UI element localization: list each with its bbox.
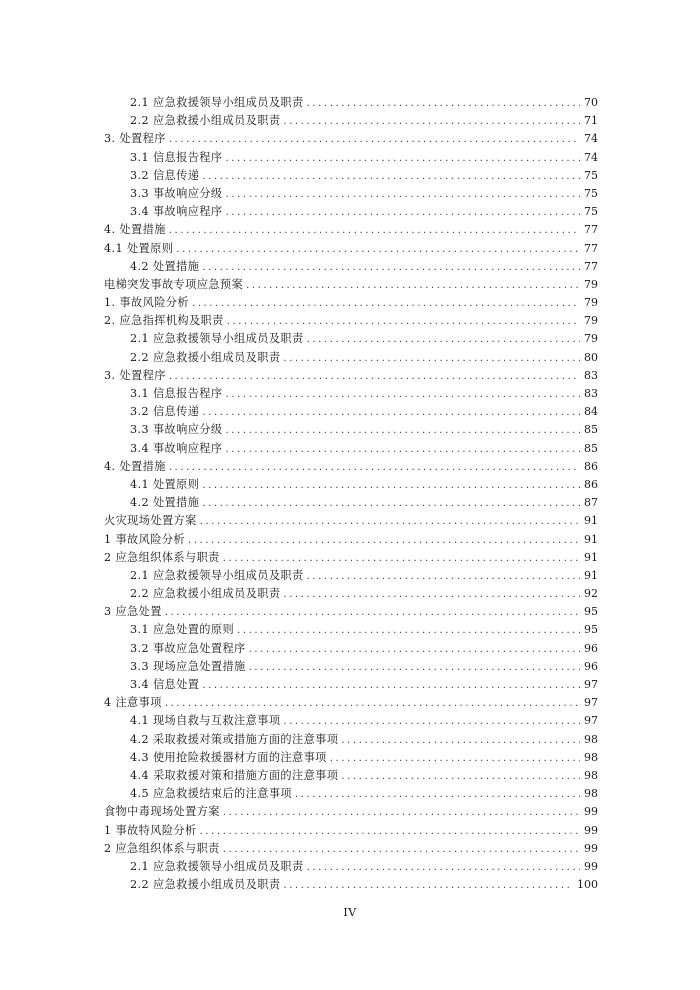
toc-entry-title: 3.4 事故响应程序: [130, 441, 223, 455]
toc-dot-leader: [169, 222, 580, 240]
toc-entry[interactable]: [104, 258, 598, 276]
toc-dot-leader: [223, 804, 580, 822]
toc-entry-title: 2.1 应急救援领导小组成员及职责: [130, 332, 304, 346]
toc-entry-title: 2.1 应急救援领导小组成员及职责: [130, 568, 304, 582]
toc-entry-page-number: 97: [584, 678, 598, 691]
toc-entry-title: 3 应急处置: [104, 605, 162, 619]
toc-entry-page-number: 98: [584, 750, 598, 764]
toc-dot-leader: [202, 404, 580, 422]
toc-entry-title: 3. 处置程序: [104, 132, 166, 146]
toc-entry-page-number: 91: [584, 514, 598, 528]
toc-dot-leader: [283, 877, 573, 895]
toc-entry-title: 2.1 应急救援领导小组成员及职责: [130, 859, 304, 873]
toc-entry[interactable]: [104, 767, 598, 785]
toc-entry[interactable]: [104, 294, 598, 312]
toc-entry-title: 3.3 事故响应分级: [130, 423, 223, 437]
toc-dot-leader: [223, 550, 580, 568]
toc-entry-page-number: 98: [584, 787, 598, 801]
toc-entry-title: 4.2 处置措施: [130, 259, 200, 273]
toc-entry-page-number: 99: [584, 841, 598, 855]
toc-entry-title: 1 事故风险分析: [104, 532, 185, 546]
toc-entry[interactable]: [104, 367, 598, 385]
toc-entry[interactable]: [104, 240, 598, 258]
toc-entry-page-number: 75: [584, 205, 598, 219]
toc-dot-leader: [307, 331, 580, 349]
toc-dot-leader: [202, 168, 580, 186]
toc-entry-page-number: 80: [584, 350, 598, 364]
toc-entry[interactable]: [104, 476, 598, 494]
toc-entry-title: 4.4 采取救援对策和措施方面的注意事项: [130, 768, 339, 782]
toc-entry[interactable]: [104, 149, 598, 167]
toc-entry-page-number: 79: [584, 296, 598, 310]
toc-dot-leader: [200, 823, 580, 841]
toc-entry-page-number: 83: [584, 387, 598, 400]
toc-entry[interactable]: [104, 621, 598, 639]
toc-entry[interactable]: [104, 531, 598, 549]
toc-entry[interactable]: [104, 330, 598, 348]
toc-entry-title: 火灾现场处置方案: [104, 514, 197, 528]
toc-entry-page-number: 77: [584, 223, 598, 237]
toc-dot-leader: [188, 532, 580, 550]
toc-dot-leader: [225, 441, 580, 459]
toc-dot-leader: [295, 786, 580, 804]
toc-entry-page-number: 79: [584, 332, 598, 346]
toc-entry-title: 1. 事故风险分析: [104, 296, 189, 310]
toc-entry-title: 3.3 事故响应分级: [130, 186, 223, 200]
toc-entry[interactable]: [104, 349, 598, 367]
toc-dot-leader: [307, 568, 580, 586]
toc-entry[interactable]: [104, 876, 598, 894]
toc-entry[interactable]: [104, 840, 598, 858]
toc-dot-leader: [307, 859, 580, 877]
toc-entry-title: 1 事故特风险分析: [104, 823, 197, 837]
toc-entry[interactable]: [104, 203, 598, 221]
toc-entry[interactable]: [104, 585, 598, 603]
toc-entry-title: 4.5 应急救援结束后的注意事项: [130, 787, 292, 801]
toc-entry[interactable]: [104, 494, 598, 512]
toc-dot-leader: [200, 513, 580, 531]
toc-entry-page-number: 95: [584, 605, 598, 619]
toc-entry[interactable]: [104, 858, 598, 876]
toc-entry-title: 3.3 现场应急处置措施: [130, 659, 246, 673]
toc-dot-leader: [341, 732, 580, 750]
toc-entry-title: 4. 处置措施: [104, 223, 166, 237]
toc-entry-title: 4. 处置措施: [104, 459, 166, 473]
toc-entry-title: 3.2 事故应急处置程序: [130, 641, 246, 655]
toc-entry-page-number: 96: [584, 641, 598, 655]
toc-entry-title: 电梯突发事故专项应急预案: [104, 277, 244, 291]
toc-entry[interactable]: [104, 567, 598, 585]
toc-entry[interactable]: [104, 94, 598, 112]
toc-entry-title: 2.2 应急救援小组成员及职责: [130, 350, 281, 364]
toc-entry-page-number: 77: [584, 241, 598, 255]
toc-entry-page-number: 85: [584, 441, 598, 455]
toc-entry-title: 4.1 处置原则: [104, 241, 174, 255]
toc-entry-page-number: 98: [584, 768, 598, 782]
toc-entry-page-number: 70: [584, 96, 598, 109]
toc-dot-leader: [202, 477, 580, 495]
toc-entry-page-number: 100: [577, 878, 598, 892]
toc-entry-page-number: 97: [584, 696, 598, 710]
toc-entry-page-number: 74: [584, 132, 598, 146]
toc-entry-title: 4.2 采取救援对策或措施方面的注意事项: [130, 732, 339, 746]
toc-entry[interactable]: [104, 130, 598, 148]
toc-dot-leader: [202, 495, 580, 513]
toc-entry-title: 3.2 信息传递: [130, 168, 200, 182]
toc-dot-leader: [283, 713, 580, 731]
toc-dot-leader: [169, 368, 580, 386]
toc-dot-leader: [223, 841, 580, 859]
toc-entry-title: 4.3 使用抢险救援器材方面的注意事项: [130, 750, 327, 764]
toc-dot-leader: [249, 641, 580, 659]
toc-entry[interactable]: [104, 185, 598, 203]
toc-dot-leader: [165, 695, 580, 713]
toc-entry[interactable]: [104, 112, 598, 130]
toc-entry-title: 3.2 信息传递: [130, 405, 200, 419]
toc-entry-page-number: 83: [584, 368, 598, 382]
toc-dot-leader: [225, 186, 580, 204]
toc-entry[interactable]: [104, 694, 598, 712]
toc-entry[interactable]: [104, 458, 598, 476]
toc-dot-leader: [283, 586, 580, 604]
toc-dot-leader: [202, 259, 580, 277]
toc-entry-page-number: 91: [584, 550, 598, 564]
toc-dot-leader: [225, 204, 580, 222]
toc-entry[interactable]: [104, 640, 598, 658]
toc-entry[interactable]: [104, 712, 598, 730]
toc-entry-title: 2. 应急指挥机构及职责: [104, 314, 224, 328]
toc-dot-leader: [225, 422, 580, 440]
toc-entry-title: 2.1 应急救援领导小组成员及职责: [130, 96, 304, 109]
toc-entry[interactable]: [104, 276, 598, 294]
toc-dot-leader: [225, 150, 580, 168]
toc-entry-title: 3.4 信息处置: [130, 678, 200, 691]
toc-entry[interactable]: [104, 822, 598, 840]
toc-entry[interactable]: [104, 658, 598, 676]
toc-dot-leader: [246, 277, 580, 295]
toc-entry-page-number: 75: [584, 168, 598, 182]
toc-entry-page-number: 86: [584, 459, 598, 473]
toc-dot-leader: [283, 113, 580, 131]
toc-entry-title: 3.1 信息报告程序: [130, 150, 223, 164]
toc-entry-title: 3.4 事故响应程序: [130, 205, 223, 219]
toc-dot-leader: [202, 677, 580, 695]
toc-entry-page-number: 91: [584, 532, 598, 546]
toc-entry[interactable]: [104, 785, 598, 803]
toc-entry[interactable]: [104, 803, 598, 821]
toc-entry-page-number: 74: [584, 150, 598, 164]
toc-entry[interactable]: [104, 312, 598, 330]
toc-entry[interactable]: [104, 403, 598, 421]
toc-dot-leader: [165, 604, 580, 622]
toc-entry-page-number: 99: [584, 823, 598, 837]
toc-entry-page-number: 96: [584, 659, 598, 673]
toc-entry-page-number: 91: [584, 568, 598, 582]
toc-dot-leader: [225, 386, 580, 404]
toc-dot-leader: [227, 313, 580, 331]
toc-entry-title: 食物中毒现场处置方案: [104, 805, 220, 819]
toc-dot-leader: [330, 750, 580, 768]
toc-entry-title: 2 应急组织体系与职责: [104, 550, 220, 564]
toc-entry-title: 2.2 应急救援小组成员及职责: [130, 114, 281, 128]
toc-dot-leader: [341, 768, 580, 786]
toc-entry-page-number: 85: [584, 423, 598, 437]
page-number: IV: [343, 906, 357, 919]
toc-entry[interactable]: [104, 421, 598, 439]
toc-entry-page-number: 97: [584, 714, 598, 728]
toc-entry[interactable]: [104, 385, 598, 403]
toc-entry-page-number: 98: [584, 732, 598, 746]
toc-entry-page-number: 84: [584, 405, 598, 419]
toc-entry[interactable]: [104, 440, 598, 458]
toc-entry-page-number: 95: [584, 623, 598, 637]
toc-entry[interactable]: [104, 731, 598, 749]
toc-dot-leader: [192, 295, 580, 313]
toc-entry[interactable]: [104, 603, 598, 621]
toc-entry-page-number: 79: [584, 277, 598, 291]
toc-dot-leader: [249, 659, 580, 677]
toc-entry[interactable]: [104, 549, 598, 567]
toc-entry-page-number: 71: [584, 114, 598, 128]
table-of-contents: [104, 94, 598, 894]
toc-entry[interactable]: [104, 221, 598, 239]
toc-entry[interactable]: [104, 749, 598, 767]
toc-entry-page-number: 79: [584, 314, 598, 328]
toc-entry-page-number: 75: [584, 186, 598, 200]
toc-entry-title: 3.1 应急处置的原则: [130, 623, 235, 637]
toc-entry-title: 4.2 处置措施: [130, 496, 200, 510]
toc-entry-page-number: 86: [584, 477, 598, 491]
toc-entry-title: 2.2 应急救援小组成员及职责: [130, 587, 281, 601]
toc-entry-page-number: 99: [584, 859, 598, 873]
toc-dot-leader: [169, 459, 580, 477]
toc-entry-title: 4.1 处置原则: [130, 477, 200, 491]
toc-entry-title: 3.1 信息报告程序: [130, 387, 223, 400]
toc-entry-page-number: 87: [584, 496, 598, 510]
toc-entry[interactable]: [104, 167, 598, 185]
toc-entry[interactable]: [104, 512, 598, 530]
toc-entry-page-number: 99: [584, 805, 598, 819]
toc-entry-page-number: 92: [584, 587, 598, 601]
toc-dot-leader: [307, 95, 580, 113]
toc-dot-leader: [283, 350, 580, 368]
toc-entry-title: 2.2 应急救援小组成员及职责: [130, 878, 281, 892]
toc-dot-leader: [169, 131, 580, 149]
toc-entry[interactable]: [104, 676, 598, 694]
toc-dot-leader: [237, 622, 580, 640]
toc-entry-title: 2 应急组织体系与职责: [104, 841, 220, 855]
toc-entry-title: 3. 处置程序: [104, 368, 166, 382]
toc-entry-title: 4.1 现场自救与互救注意事项: [130, 714, 281, 728]
toc-dot-leader: [176, 241, 580, 259]
toc-entry-page-number: 77: [584, 259, 598, 273]
toc-entry-title: 4 注意事项: [104, 696, 162, 710]
